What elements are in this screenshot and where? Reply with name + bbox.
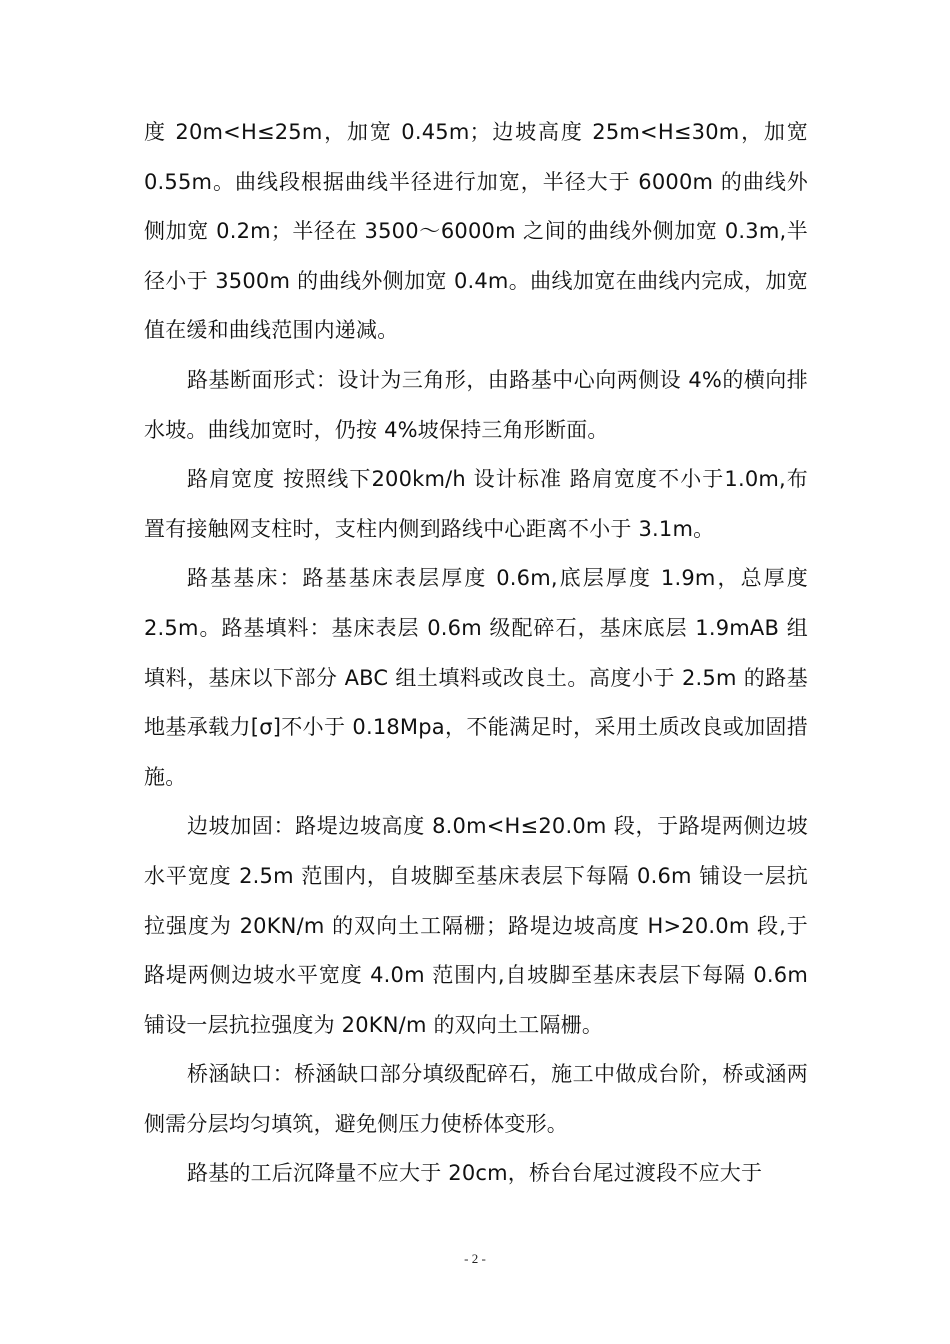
paragraph-subgrade-bed: 路基基床：路基基床表层厚度 0.6m,底层厚度 1.9m，总厚度 2.5m。路基填料：基床表层 0.6m 级配碎石，基床底层 1.9mAB 组填料，基床以下部分 ABC 组土填料或改良土。高度小于 2.5m 的路基地基承载力[σ]不小于 0.18Mpa，不能满足时，采用土质改良或加固措施。: [144, 566, 808, 789]
paragraph-cross-section: 路基断面形式：设计为三角形，由路基中心向两侧设 4%的横向排水坡。曲线加宽时，仍按 4%坡保持三角形断面。: [144, 367, 808, 442]
document-body: [144, 108, 808, 1199]
paragraph-settlement: 路基的工后沉降量不应大于 20cm，桥台台尾过渡段不应大于: [187, 1161, 763, 1186]
paragraph-widening-continued: 度 20m<H≤25m，加宽 0.45m；边坡高度 25m<H≤30m，加宽 0.55m。曲线段根据曲线半径进行加宽，半径大于 6000m 的曲线外侧加宽 0.2m；半径在 3500～6000m 之间的曲线外侧加宽 0.3m,半径小于 3500m 的曲线外侧加宽 0.4m。曲线加宽在曲线内完成，加宽值在缓和曲线范围内递减。: [144, 120, 808, 343]
paragraph-slope-reinforcement: 边坡加固：路堤边坡高度 8.0m<H≤20.0m 段，于路堤两侧边坡水平宽度 2.5m 范围内，自坡脚至基床表层下每隔 0.6m 铺设一层抗拉强度为 20KN/m 的双向土工隔栅；路堤边坡高度 H>20.0m 段,于路堤两侧边坡水平宽度 4.0m 范围内,自坡脚至基床表层下每隔 0.6m 铺设一层抗拉强度为 20KN/m 的双向土工隔栅。: [144, 814, 808, 1037]
page-number: - 2 -: [464, 1251, 486, 1266]
paragraph-shoulder-width: 路肩宽度 按照线下200km/h 设计标准 路肩宽度不小于1.0m,布置有接触网支柱时，支柱内侧到路线中心距离不小于 3.1m。: [144, 467, 808, 541]
paragraph-bridge-culvert-gap: 桥涵缺口：桥涵缺口部分填级配碎石，施工中做成台阶，桥或涵两侧需分层均匀填筑，避免侧压力使桥体变形。: [144, 1062, 808, 1136]
